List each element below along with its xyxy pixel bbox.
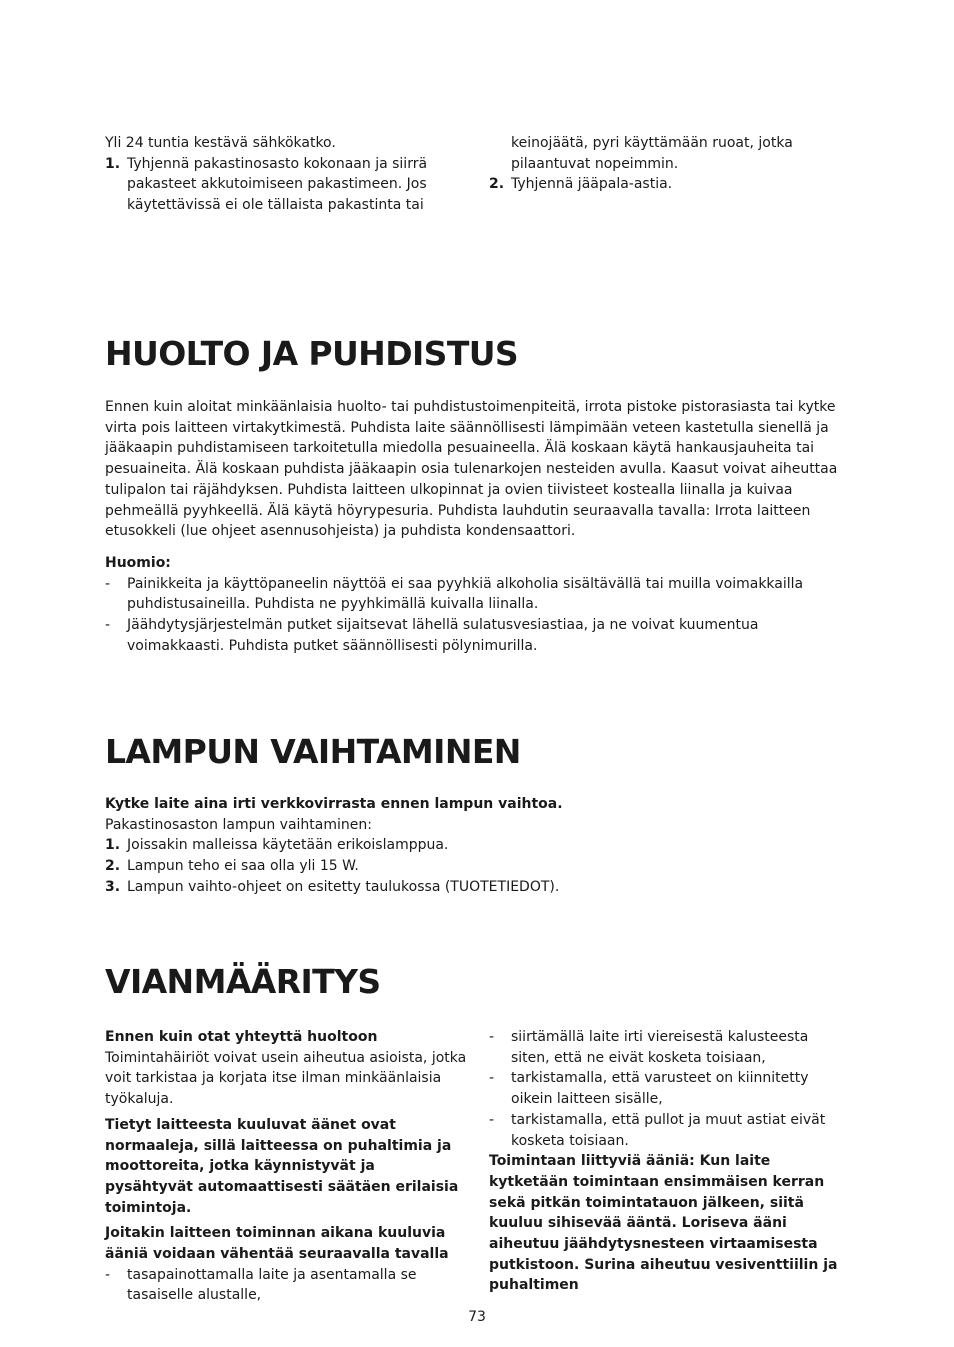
dash-marker: - xyxy=(105,1266,111,1283)
list-text: Lampun teho ei saa olla yli 15 W. xyxy=(127,858,359,875)
intro-continuation: keinojäätä, pyri käyttämään ruoat, jotka pilaantuvat nopeimmin. xyxy=(511,135,793,172)
list-number: 2. xyxy=(489,176,505,193)
list-text: Lampun vaihto-ohjeet on esitetty taulukossa (TUOTETIEDOT). xyxy=(127,878,560,895)
dash-marker: - xyxy=(489,1111,495,1128)
vian-right-column xyxy=(489,1027,851,1296)
intro-left-column xyxy=(105,133,465,216)
dash-marker: - xyxy=(489,1070,495,1087)
note-item xyxy=(105,615,857,656)
list-item xyxy=(105,856,857,877)
list-text: Joissakin malleissa käytetään erikoislamppua. xyxy=(127,837,449,854)
note-item xyxy=(105,574,857,615)
lamppu-subtitle: Pakastinosaston lampun vaihtaminen: xyxy=(105,816,372,833)
dash-marker: - xyxy=(105,575,111,592)
dash-text: tasapainottamalla laite ja asentamalla se tasaiselle alustalle, xyxy=(127,1266,417,1304)
dash-item xyxy=(489,1110,851,1151)
dash-marker: - xyxy=(489,1029,495,1045)
dash-marker: - xyxy=(105,617,111,634)
vian-bold-paragraph: Joitakin laitteen toiminnan aikana kuuluvia ääniä voidaan vähentää seuraavalla tavalla xyxy=(105,1225,449,1263)
list-number: 3. xyxy=(105,878,121,895)
intro-right-column xyxy=(489,133,851,195)
note-title: Huomio: xyxy=(105,554,171,571)
intro-lead: Yli 24 tuntia kestävä sähkökatko. xyxy=(105,135,336,151)
dash-text: tarkistamalla, että pullot ja muut astiat eivät kosketa toisiaan. xyxy=(511,1111,826,1149)
vian-paragraph: Toimintahäiriöt voivat usein aiheutua asioista, jotka voit tarkistaa ja korjata itse ilman minkäänlaisia työkaluja. xyxy=(105,1049,467,1108)
page-number: 73 xyxy=(468,1309,486,1325)
section-title-vian: VIANMÄÄRITYS xyxy=(105,962,381,1001)
list-number: 1. xyxy=(105,155,121,172)
vian-left-column xyxy=(105,1027,467,1306)
section-title-huolto: HUOLTO JA PUHDISTUS xyxy=(105,334,519,373)
list-text: Tyhjennä pakastinosasto kokonaan ja siirrä pakasteet akkutoimiseen pakastimeen. Jos käytettävissä ei ole tällaista pakastinta tai xyxy=(127,155,428,214)
vian-bold-paragraph: Tietyt laitteesta kuuluvat äänet ovat normaaleja, sillä laitteessa on puhaltimia ja moottoreita, jotka käynnistyvät ja pysähtyvät automaattisesti säätäen erilaisia toimintoja. xyxy=(105,1116,459,1216)
list-item xyxy=(105,835,857,856)
list-item xyxy=(489,174,851,195)
dash-item xyxy=(105,1265,467,1306)
dash-text: siirtämällä laite irti viereisestä kalusteesta siten, että ne eivät kosketa toisiaan, xyxy=(511,1029,809,1066)
vian-bold-paragraph: Toimintaan liittyviä ääniä: Kun laite kytketään toimintaan ensimmäisen kerran sekä pitkän toimintatauon jälkeen, siitä kuuluu sihisevää ääntä. Loriseva ääni aiheutuu jäähdytysnesteen virtaamisesta putkistoon. Surina aiheutuu vesiventtiilin ja puhaltimen xyxy=(489,1153,838,1294)
list-item xyxy=(105,877,857,898)
section-title-lamppu: LAMPUN VAIHTAMINEN xyxy=(105,732,521,771)
list-number: 1. xyxy=(105,837,121,854)
lamppu-warning: Kytke laite aina irti verkkovirrasta ennen lampun vaihtoa. xyxy=(105,796,563,812)
huolto-body: Ennen kuin aloitat minkäänlaisia huolto- tai puhdistustoimenpiteitä, irrota pistoke pistorasiasta tai kytke virta pois laitteen virtakytkimestä. Puhdista laite säännöllisesti lämpimään veteen kastetulla sienellä ja jääkaapin puhdistamiseen tarkoitetulla miedolla pesuaineella. Älä koskaan käytä hankausjauheita tai pesuaineita. Älä koskaan puhdista jääkaapin osia tulenarkojen nesteiden avulla. Kaasut voivat aiheuttaa tulipalon tai räjähdyksen. Puhdista laitteen ulkopinnat ja ovien tiivisteet kostealla liinalla ja kuivaa pehmeällä pyyhkeellä. Älä käytä höyrypesuria. Puhdista lauhdutin seuraavalla tavalla: Irrota laitteen etusokkeli (lue ohjeet asennusohjeista) ja puhdista kondensaattori. xyxy=(105,399,838,540)
dash-item xyxy=(489,1027,851,1068)
list-number: 2. xyxy=(105,858,121,875)
vian-heading: Ennen kuin otat yhteyttä huoltoon xyxy=(105,1029,378,1045)
lamppu-section xyxy=(105,794,857,898)
dash-item xyxy=(489,1068,851,1109)
list-item xyxy=(105,154,465,216)
huolto-section xyxy=(105,397,857,656)
dash-text: tarkistamalla, että varusteet on kiinnitetty oikein laitteen sisälle, xyxy=(511,1070,809,1108)
list-text: Tyhjennä jääpala-astia. xyxy=(511,176,673,193)
note-text: Jäähdytysjärjestelmän putket sijaitsevat lähellä sulatusvesiastiaa, ja ne voivat kuumentua voimakkaasti. Puhdista putket säännöllisesti pölynimurilla. xyxy=(127,617,759,654)
note-text: Painikkeita ja käyttöpaneelin näyttöä ei saa pyyhkiä alkoholia sisältävällä tai muilla voimakkailla puhdistusaineilla. Puhdista ne pyyhkimällä kuivalla liinalla. xyxy=(127,575,804,613)
